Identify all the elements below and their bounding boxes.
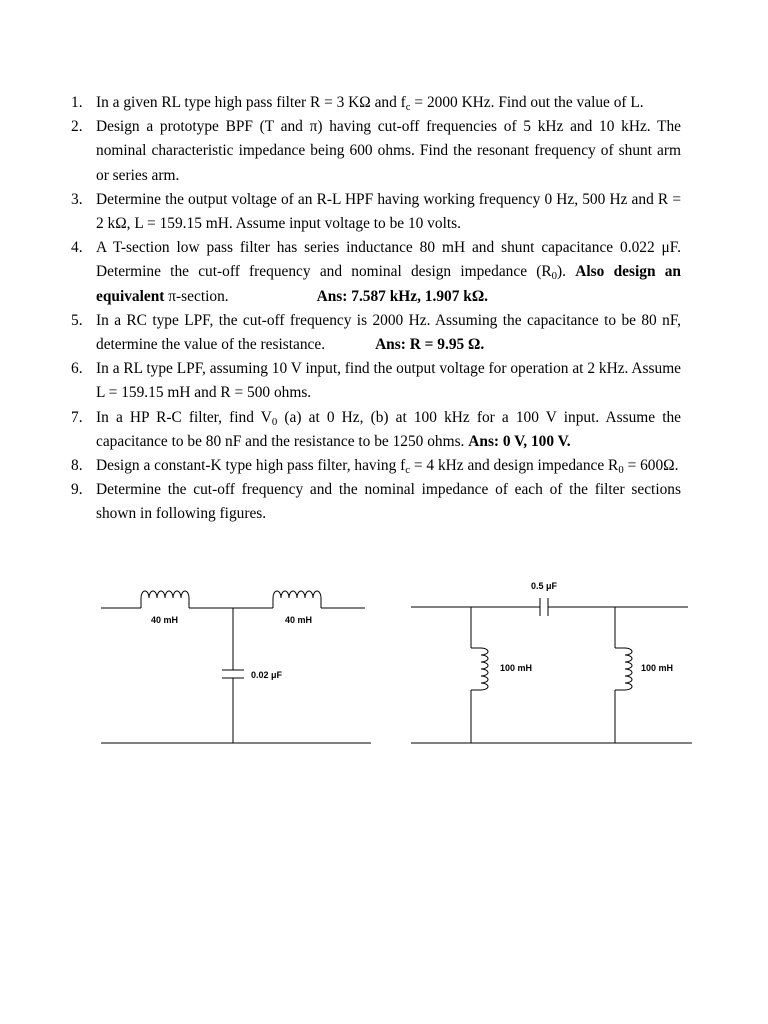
question-text: (a) at 0 Hz, (b) at 100 kHz for a 100 V input. Assume the capacitance to be 80 nF and the resistance to be 1250 ohms.: [96, 408, 682, 450]
question-text: In a RC type LPF, the cut-off frequency is 2000 Hz. Assuming the capacitance to be 80 nF, determine the value of the resistance.: [96, 311, 681, 354]
question-number: 7.: [71, 408, 83, 426]
subscript: c: [405, 101, 411, 114]
question-text: = 4 kHz and design impedance R: [410, 457, 619, 475]
question-number: 3.: [71, 190, 83, 208]
answer: Ans: R = 9.95 Ω.: [375, 336, 485, 354]
question-text: Design a prototype BPF (T and π) having cut-off frequencies of 5 kHz and 10 kHz. The nominal characteristic impedance being 600 ohms. Find the resonant frequency of shunt arm or series arm.: [96, 118, 681, 184]
question-number: 9.: [71, 481, 83, 499]
question-7: [71, 406, 681, 454]
subscript: 0: [618, 464, 624, 477]
question-number: 5.: [71, 311, 83, 329]
question-text: ).: [557, 263, 567, 281]
answer: Ans: 0 V, 100 V.: [468, 432, 571, 450]
inductor-label: 40 mH: [151, 615, 179, 625]
subscript: 0: [551, 270, 558, 283]
inductor-label: 40 mH: [285, 615, 313, 625]
question-list: [71, 91, 681, 527]
question-text: π-section.: [164, 287, 229, 305]
inductor-label: 100 mH: [641, 663, 674, 673]
capacitor-icon: [222, 670, 244, 678]
question-number: 2.: [71, 118, 83, 136]
question-text: In a RL type LPF, assuming 10 V input, find the output voltage for operation at 2 kHz. Assume L = 159.15 mH and R = 500 ohms.: [96, 360, 681, 402]
question-number: 6.: [71, 360, 83, 378]
inductor-label: 100 mH: [500, 663, 533, 673]
inductor-icon: [471, 648, 488, 690]
subscript: c: [405, 464, 411, 477]
subscript: 0: [271, 415, 278, 428]
question-1: [71, 91, 681, 115]
question-number: 4.: [71, 239, 83, 257]
question-9: [71, 478, 681, 526]
inductor-icon: [273, 591, 321, 608]
question-text: Determine the cut-off frequency and the nominal impedance of each of the filter sections shown in following figures.: [96, 481, 681, 523]
question-text: In a given RL type high pass filter R = 3 KΩ and f: [96, 94, 406, 111]
question-text: Design a constant-K type high pass filter, having f: [96, 457, 406, 475]
question-text: Determine the output voltage of an R-L HPF having working frequency 0 Hz, 500 Hz and R = 2 kΩ, L = 159.15 mH. Assume input voltage to be 10 volts.: [96, 190, 681, 233]
question-text: In a HP R-C filter, find V: [96, 408, 272, 426]
t-section-figure: [101, 591, 371, 743]
filter-figures: [0, 570, 768, 750]
question-text: A T-section low pass filter has series inductance 80 mH and shunt capacitance 0.022 μF. Determine the cut-off frequency and nominal design impedance (R: [96, 239, 681, 281]
question-6: [71, 357, 681, 405]
answer: Ans: 7.587 kHz, 1.907 kΩ.: [316, 287, 488, 305]
inductor-icon: [141, 591, 189, 608]
question-8: [71, 454, 681, 478]
question-text: = 2000 KHz. Find out the value of L.: [410, 94, 644, 111]
question-3: [71, 188, 681, 236]
question-4: [71, 236, 681, 309]
capacitor-label: 0.02 μF: [251, 670, 283, 680]
question-number: 8.: [71, 457, 83, 475]
question-text: = 600Ω.: [623, 457, 679, 475]
question-bold-text: Also design an equivalent: [96, 263, 681, 305]
question-5: [71, 309, 681, 357]
question-2: [71, 115, 681, 188]
capacitor-icon: [540, 598, 548, 616]
question-number: 1.: [71, 94, 83, 111]
inductor-icon: [615, 648, 632, 690]
capacitor-label: 0.5 μF: [531, 581, 558, 591]
